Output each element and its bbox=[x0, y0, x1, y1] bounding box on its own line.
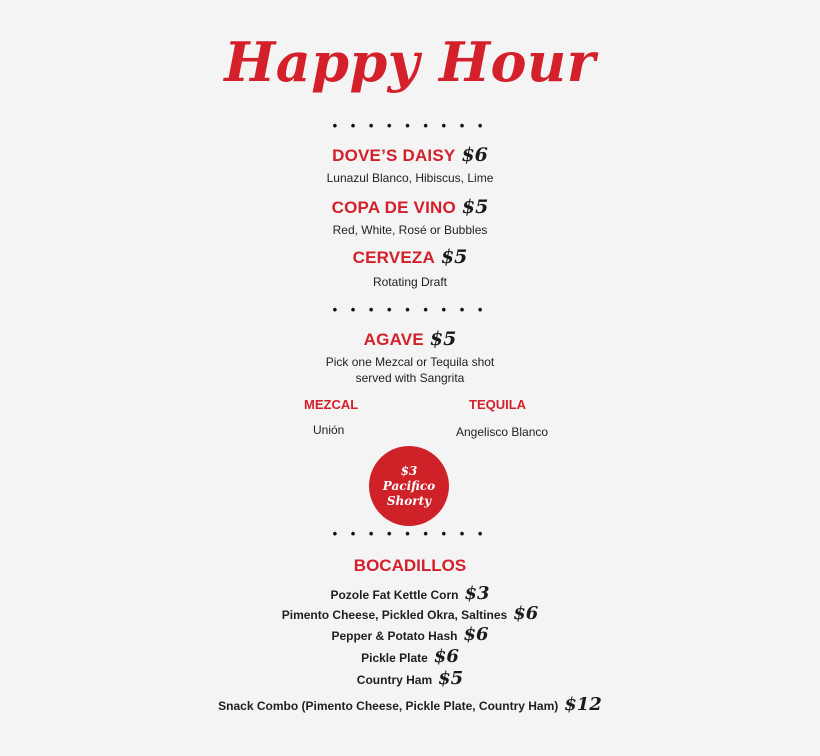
dot-separator: • • • • • • • • • bbox=[332, 526, 488, 541]
item-price: $6 bbox=[433, 646, 459, 667]
bocadillos-heading: BOCADILLOS bbox=[353, 556, 467, 575]
item-description: Red, White, Rosé or Bubbles bbox=[332, 223, 488, 237]
item-name: Country Ham bbox=[356, 673, 433, 687]
item-name: COPA DE VINO bbox=[331, 198, 456, 217]
menu-title: Happy Hour bbox=[224, 30, 596, 94]
mezcal-label: MEZCAL bbox=[304, 397, 359, 412]
item-name: AGAVE bbox=[363, 330, 424, 349]
item-description: Rotating Draft bbox=[372, 275, 448, 289]
item-name: DOVE’S DAISY bbox=[332, 146, 456, 165]
menu-item-doves-daisy bbox=[0, 144, 820, 186]
menu-item-snack-combo bbox=[0, 694, 820, 715]
mezcal-value: Unión bbox=[313, 423, 345, 437]
item-name: Pimento Cheese, Pickled Okra, Saltines bbox=[281, 608, 508, 622]
item-price: $6 bbox=[513, 603, 539, 624]
menu-item-pepper-potato-hash bbox=[0, 624, 820, 645]
item-price: $5 bbox=[461, 196, 489, 218]
item-name: Pickle Plate bbox=[361, 651, 428, 665]
dot-separator: • • • • • • • • • bbox=[332, 118, 488, 133]
menu-item-pickle-plate bbox=[0, 646, 820, 667]
item-name: Snack Combo (Pimento Cheese, Pickle Plate, Country Ham) bbox=[218, 699, 559, 713]
item-description bbox=[0, 354, 820, 386]
item-description: Lunazul Blanco, Hibiscus, Lime bbox=[326, 171, 494, 185]
menu-item-cerveza bbox=[0, 246, 820, 290]
badge-price: $3 bbox=[400, 463, 418, 478]
item-price: $12 bbox=[564, 694, 602, 715]
item-price: $5 bbox=[440, 246, 468, 268]
menu-item-copa-de-vino bbox=[0, 196, 820, 238]
item-price: $5 bbox=[438, 668, 464, 689]
badge-line: Pacifico bbox=[382, 478, 436, 493]
tequila-label: TEQUILA bbox=[469, 397, 527, 412]
badge-line: Shorty bbox=[386, 493, 432, 508]
description-line: Pick one Mezcal or Tequila shot bbox=[325, 355, 495, 369]
tequila-value: Angelisco Blanco bbox=[456, 425, 549, 439]
item-name: CERVEZA bbox=[352, 248, 435, 267]
description-line: served with Sangrita bbox=[355, 371, 465, 385]
item-price: $6 bbox=[463, 624, 489, 645]
item-name: Pepper & Potato Hash bbox=[331, 629, 458, 643]
item-price: $3 bbox=[464, 583, 490, 604]
item-name: Pozole Fat Kettle Corn bbox=[330, 588, 459, 602]
menu-item-country-ham bbox=[0, 668, 820, 689]
item-price: $5 bbox=[429, 328, 457, 350]
pacifico-shorty-badge bbox=[369, 446, 449, 526]
dot-separator: • • • • • • • • • bbox=[332, 302, 488, 317]
menu-item-kettle-corn bbox=[0, 583, 820, 604]
menu-item-pimento-cheese bbox=[0, 603, 820, 624]
menu-item-agave bbox=[0, 328, 820, 386]
item-price: $6 bbox=[461, 144, 488, 166]
